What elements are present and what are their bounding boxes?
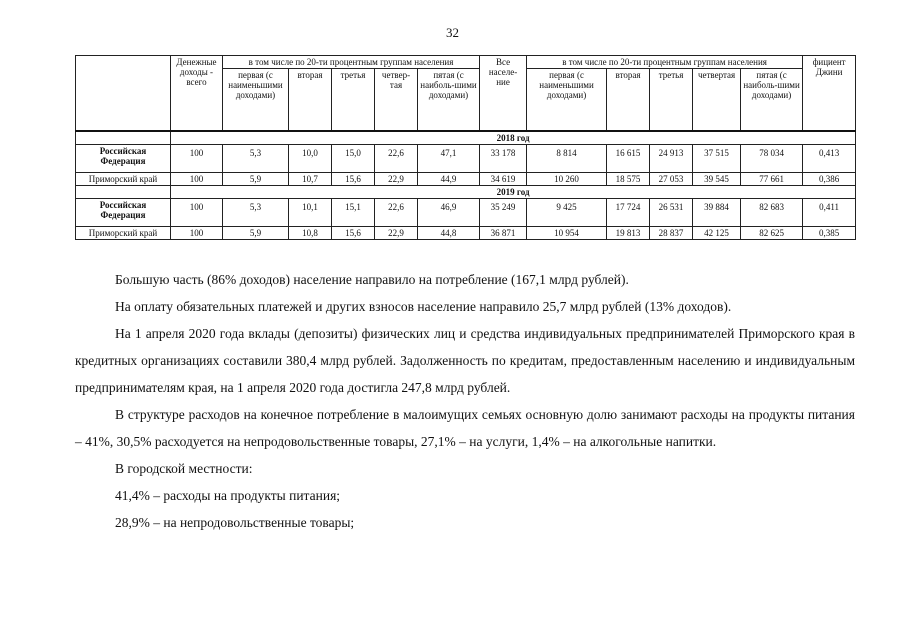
cell: 46,9 xyxy=(418,198,480,226)
year-label: 2018 год xyxy=(171,131,856,145)
cell: 100 xyxy=(171,198,223,226)
cell: 35 249 xyxy=(480,198,527,226)
cell: 34 619 xyxy=(480,172,527,185)
paragraph: На 1 апреля 2020 года вклады (депозиты) физических лиц и средства индивидуальных предпринимателей Приморского края в кредитных организациях составили 380,4 млрд рублей. Задолженность по кредитам, предоставленным населению и индивидуальным предпринимателям края, на 1 апреля 2020 года достигла 247,8 млрд рублей. xyxy=(75,326,855,395)
cell: 44,8 xyxy=(418,226,480,239)
cell: 15,1 xyxy=(332,198,375,226)
header-region-cell xyxy=(76,56,171,131)
paragraph: Большую часть (86% доходов) население направило на потребление (167,1 млрд рублей). xyxy=(115,272,629,287)
cell: 22,6 xyxy=(375,198,418,226)
cell: 37 515 xyxy=(693,144,741,172)
body-text xyxy=(75,266,855,536)
cell: 36 871 xyxy=(480,226,527,239)
cell: 5,3 xyxy=(223,144,289,172)
cell: 0,413 xyxy=(803,144,856,172)
subheader-third: третья xyxy=(332,69,375,131)
cell: 39 545 xyxy=(693,172,741,185)
cell: 42 125 xyxy=(693,226,741,239)
cell: 10,1 xyxy=(289,198,332,226)
paragraph: На оплату обязательных платежей и других взносов население направило 25,7 млрд рублей (13% доходов). xyxy=(115,299,732,314)
cell: 15,0 xyxy=(332,144,375,172)
row-region: Приморский край xyxy=(76,226,171,239)
cell: 26 531 xyxy=(650,198,693,226)
row-region: Российская Федерация xyxy=(76,144,171,172)
paragraph: В городской местности: xyxy=(115,461,253,476)
subheader-fifth: пятая (с наиболь-шими доходами) xyxy=(741,69,803,131)
cell: 10,7 xyxy=(289,172,332,185)
paragraph: 28,9% – на непродовольственные товары; xyxy=(115,515,355,530)
row-region: Российская Федерация xyxy=(76,198,171,226)
subheader-second: вторая xyxy=(289,69,332,131)
year-blank-cell xyxy=(76,185,171,198)
year-row xyxy=(76,131,856,145)
cell: 15,6 xyxy=(332,172,375,185)
cell: 82 683 xyxy=(741,198,803,226)
cell: 0,411 xyxy=(803,198,856,226)
cell: 10,0 xyxy=(289,144,332,172)
cell: 78 034 xyxy=(741,144,803,172)
cell: 10,8 xyxy=(289,226,332,239)
subheader-third: третья xyxy=(650,69,693,131)
cell: 15,6 xyxy=(332,226,375,239)
cell: 100 xyxy=(171,172,223,185)
year-blank-cell xyxy=(76,131,171,145)
header-population-total: Все населе-ние xyxy=(480,56,527,131)
paragraph: 41,4% – расходы на продукты питания; xyxy=(115,488,341,503)
cell: 82 625 xyxy=(741,226,803,239)
subheader-fourth: четвер-тая xyxy=(375,69,418,131)
cell: 44,9 xyxy=(418,172,480,185)
table-row xyxy=(76,172,856,185)
table-row xyxy=(76,226,856,239)
subheader-first: первая (с наименьшими доходами) xyxy=(527,69,607,131)
year-row xyxy=(76,185,856,198)
cell: 16 615 xyxy=(607,144,650,172)
paragraph: В структуре расходов на конечное потребление в малоимущих семьях основную долю занимают расходы на продукты питания – 41%, 30,5% расходуется на непродовольственные товары, 27,1% – на услуги, 1,4% – на алкогольные напитки. xyxy=(75,407,855,449)
cell: 17 724 xyxy=(607,198,650,226)
subheader-second: вторая xyxy=(607,69,650,131)
page-number: 32 xyxy=(446,25,459,40)
header-group-incomes: в том числе по 20-ти процентным группам населения xyxy=(223,56,480,69)
header-gini: фициент Джини xyxy=(803,56,856,131)
cell: 100 xyxy=(171,226,223,239)
subheader-first: первая (с наименьшими доходами) xyxy=(223,69,289,131)
cell: 47,1 xyxy=(418,144,480,172)
cell: 19 813 xyxy=(607,226,650,239)
cell: 8 814 xyxy=(527,144,607,172)
cell: 28 837 xyxy=(650,226,693,239)
cell: 33 178 xyxy=(480,144,527,172)
cell: 5,9 xyxy=(223,226,289,239)
cell: 22,9 xyxy=(375,226,418,239)
cell: 18 575 xyxy=(607,172,650,185)
year-label: 2019 год xyxy=(171,185,856,198)
cell: 9 425 xyxy=(527,198,607,226)
table-header-row xyxy=(76,56,856,69)
cell: 5,3 xyxy=(223,198,289,226)
subheader-fourth: четвертая xyxy=(693,69,741,131)
header-income-total: Денежные доходы - всего xyxy=(171,56,223,131)
table-row xyxy=(76,144,856,172)
header-group-population: в том числе по 20-ти процентным группам населения xyxy=(527,56,803,69)
cell: 0,386 xyxy=(803,172,856,185)
cell: 22,6 xyxy=(375,144,418,172)
cell: 27 053 xyxy=(650,172,693,185)
table-row xyxy=(76,198,856,226)
cell: 10 260 xyxy=(527,172,607,185)
cell: 0,385 xyxy=(803,226,856,239)
cell: 5,9 xyxy=(223,172,289,185)
subheader-fifth: пятая (с наиболь-шими доходами) xyxy=(418,69,480,131)
cell: 22,9 xyxy=(375,172,418,185)
cell: 100 xyxy=(171,144,223,172)
cell: 24 913 xyxy=(650,144,693,172)
row-region: Приморский край xyxy=(76,172,171,185)
cell: 10 954 xyxy=(527,226,607,239)
income-distribution-table xyxy=(75,55,856,240)
cell: 77 661 xyxy=(741,172,803,185)
cell: 39 884 xyxy=(693,198,741,226)
